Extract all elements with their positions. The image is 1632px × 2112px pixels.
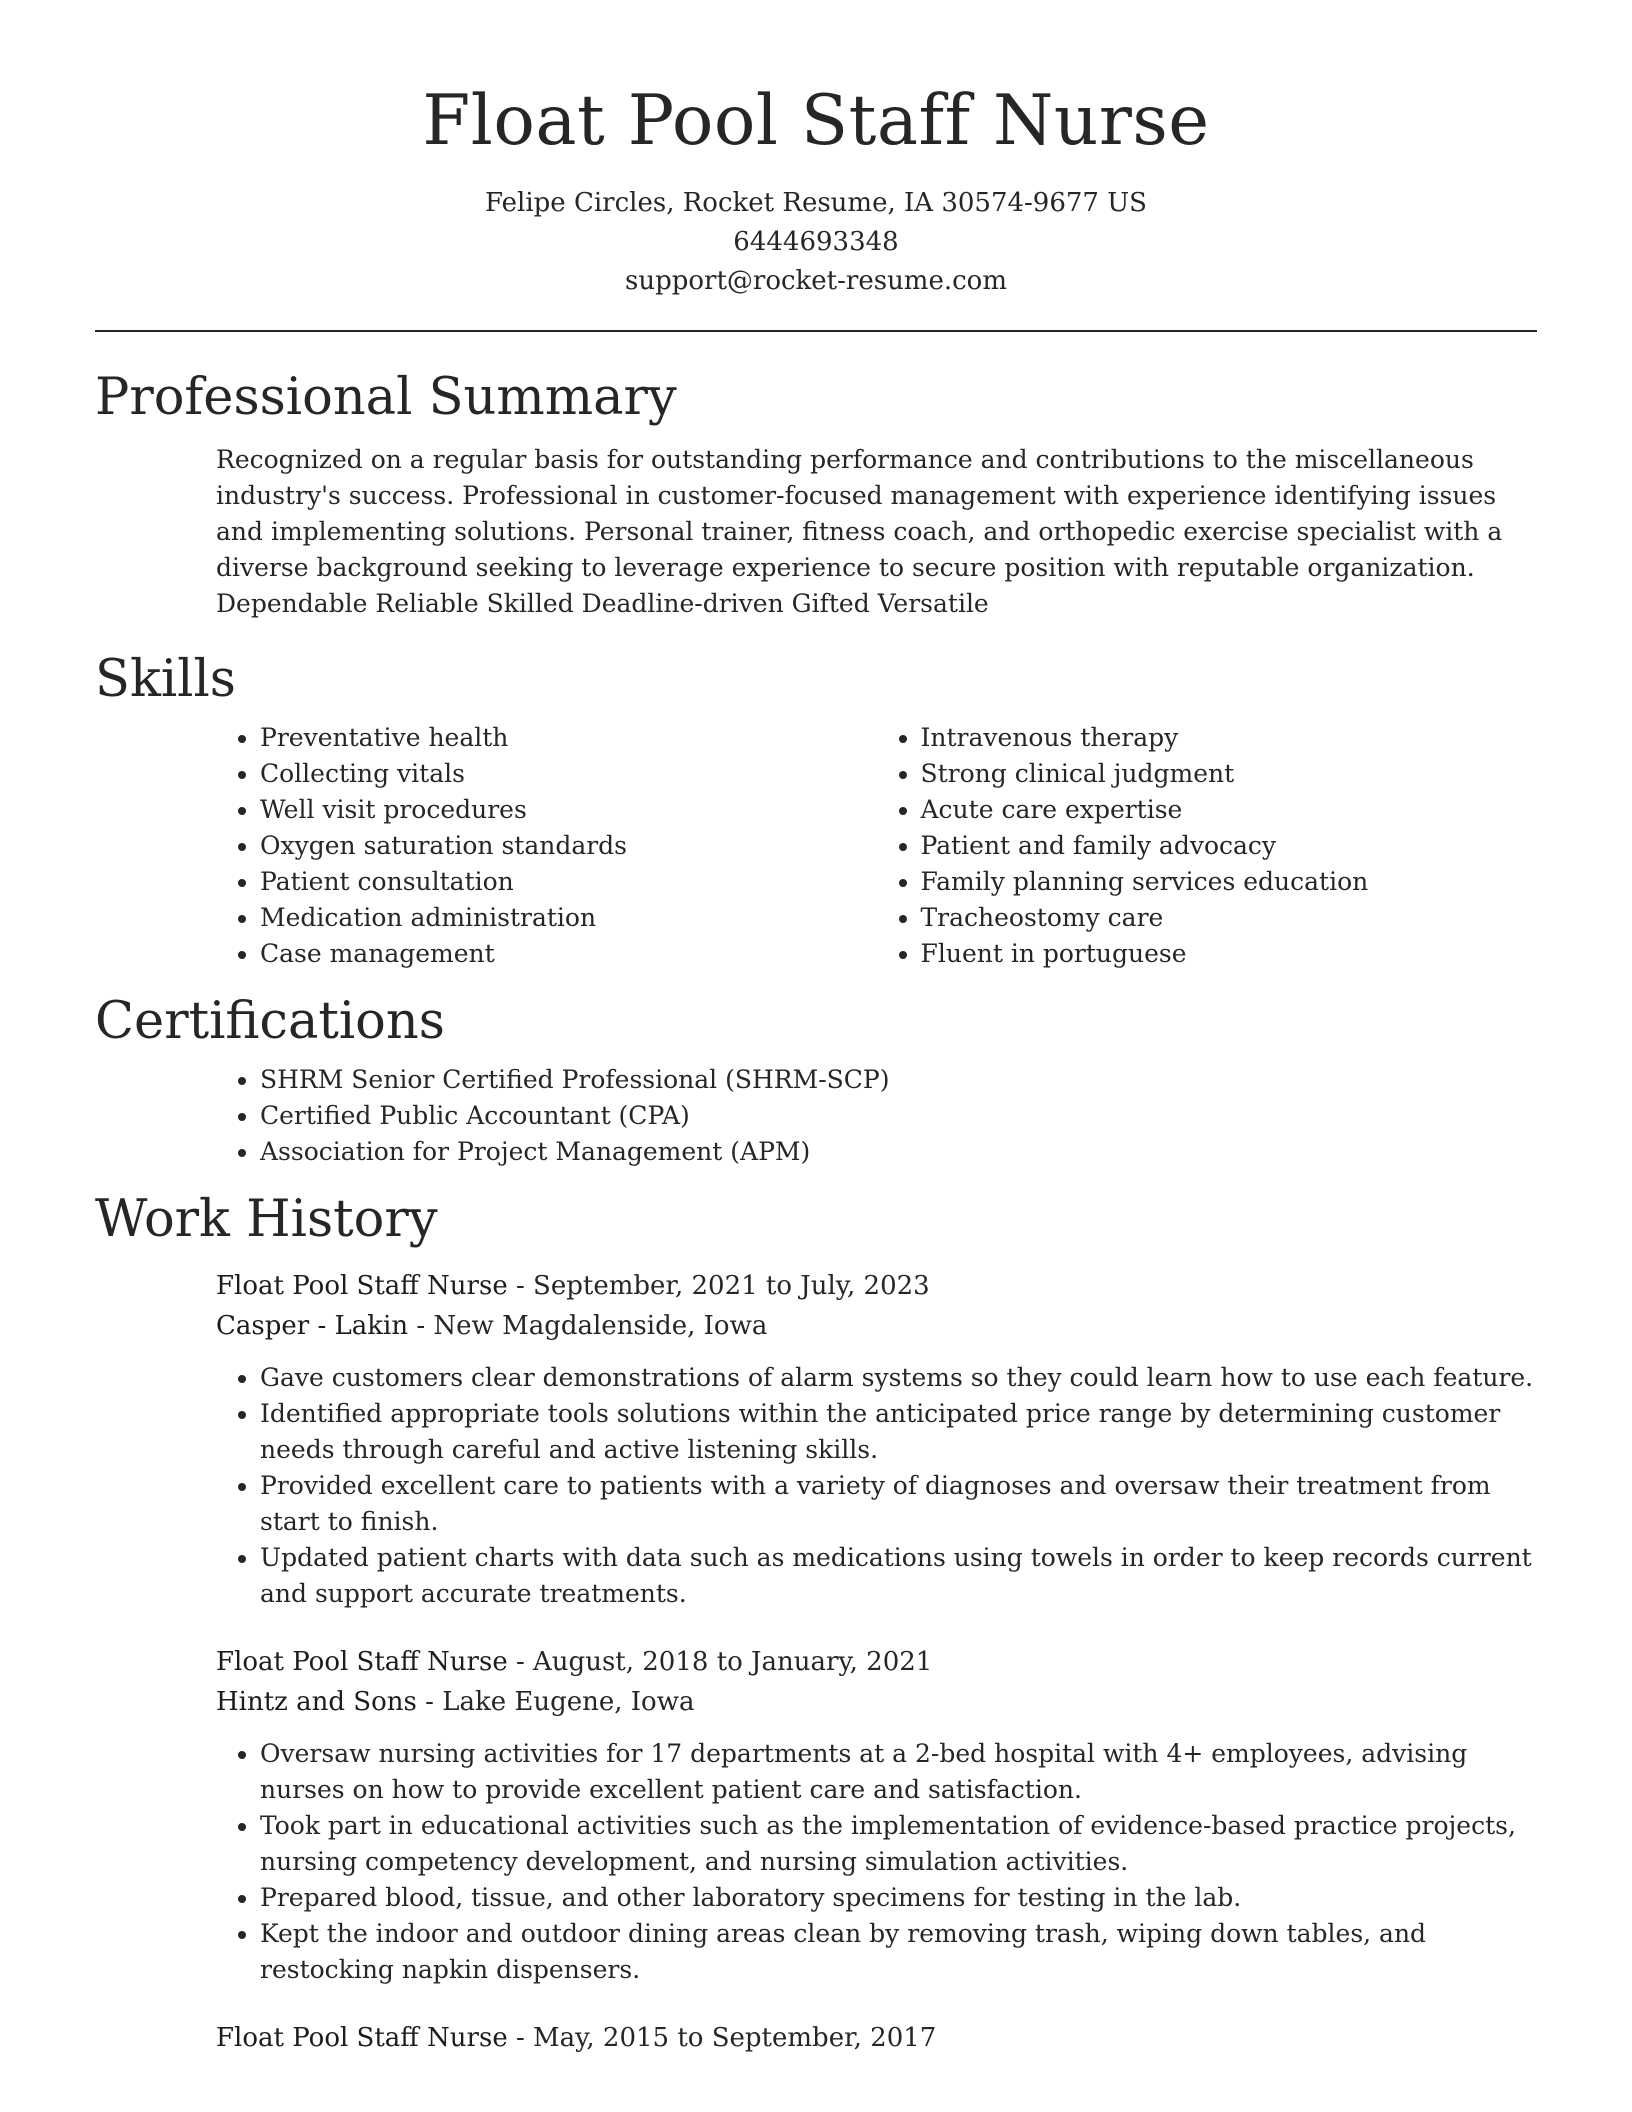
skill-item: • Patient consultation xyxy=(260,864,877,900)
skill-item: • Acute care expertise xyxy=(921,792,1538,828)
skills-heading: Skills xyxy=(95,649,236,709)
certification-item: • Certified Public Accountant (CPA) xyxy=(260,1098,1537,1134)
job-bullet: • Oversaw nursing activities for 17 departments at a 2-bed hospital with 4+ employees, advising nurses on how to provide excellent patient care and satisfaction. xyxy=(260,1736,1537,1808)
resume-header xyxy=(95,0,1537,301)
job-bullet: • Identified appropriate tools solutions within the anticipated price range by determining customer needs through careful and active listening skills. xyxy=(260,1396,1537,1468)
job-dates: August, 2018 to January, 2021 xyxy=(533,1647,933,1678)
certification-item: • Association for Project Management (APM) xyxy=(260,1134,1537,1170)
skill-item: • Family planning services education xyxy=(921,864,1538,900)
skill-item: • Preventative health xyxy=(260,720,877,756)
job-separator: - xyxy=(507,2023,534,2054)
job-company-line xyxy=(216,1306,1537,1346)
certifications-heading: Certifications xyxy=(95,992,445,1052)
job-bullet: • Provided excellent care to patients with a variety of diagnoses and oversaw their treatment from start to finish. xyxy=(260,1468,1537,1540)
job-location: Lake Eugene, Iowa xyxy=(442,1687,695,1718)
skill-item: • Collecting vitals xyxy=(260,756,877,792)
job-bullet: • Kept the indoor and outdoor dining areas clean by removing trash, wiping down tables, and restocking napkin dispensers. xyxy=(260,1916,1537,1988)
contact-phone: 6444693348 xyxy=(733,226,899,257)
job-dates: September, 2021 to July, 2023 xyxy=(533,1271,930,1302)
skill-item: • Oxygen saturation standards xyxy=(260,828,877,864)
job-bullet: • Took part in educational activities such as the implementation of evidence-based practice projects, nursing competency development, and nursing simulation activities. xyxy=(260,1808,1537,1880)
summary-heading: Professional Summary xyxy=(95,367,677,427)
certifications-list xyxy=(216,1062,1537,1170)
skills-section xyxy=(95,649,1537,972)
skill-item: • Patient and family advocacy xyxy=(921,828,1538,864)
work-history-section xyxy=(95,1192,1537,2058)
job-separator: - xyxy=(507,1647,534,1678)
job-bullet: • Prepared blood, tissue, and other laboratory specimens for testing in the lab. xyxy=(260,1880,1537,1916)
skill-item: • Medication administration xyxy=(260,900,877,936)
job-title-line xyxy=(216,1642,1537,1682)
resume-name: Float Pool Staff Nurse xyxy=(422,81,1210,161)
job-bullets xyxy=(216,1360,1537,1612)
certification-item: • SHRM Senior Certified Professional (SHRM-SCP) xyxy=(260,1062,1537,1098)
job-bullet: • Updated patient charts with data such as medications using towels in order to keep records current and support accurate treatments. xyxy=(260,1540,1537,1612)
contact-address: Felipe Circles, Rocket Resume, IA 30574-9677 US xyxy=(485,187,1147,218)
skill-item: • Intravenous therapy xyxy=(921,720,1538,756)
skill-item: • Tracheostomy care xyxy=(921,900,1538,936)
job-company-line xyxy=(216,1682,1537,1722)
job-company: Hintz and Sons xyxy=(216,1687,417,1718)
certifications-section xyxy=(95,994,1537,1170)
job-separator: - xyxy=(416,1687,443,1718)
job-entry xyxy=(95,2018,1537,2058)
job-company: Casper - Lakin xyxy=(216,1311,409,1342)
summary-section xyxy=(95,367,1537,622)
skills-list-right xyxy=(877,720,1538,972)
work-history-heading: Work History xyxy=(95,1190,438,1250)
job-location: New Magdalenside, Iowa xyxy=(433,1311,768,1342)
job-separator: - xyxy=(507,1271,534,1302)
certifications-wrap xyxy=(95,1062,1537,1170)
job-title: Float Pool Staff Nurse xyxy=(216,1647,508,1678)
job-dates: May, 2015 to September, 2017 xyxy=(533,2023,937,2054)
job-bullet: • Gave customers clear demonstrations of alarm systems so they could learn how to use each feature. xyxy=(260,1360,1537,1396)
job-title: Float Pool Staff Nurse xyxy=(216,1271,508,1302)
job-bullets xyxy=(216,1736,1537,1988)
contact-email: support@rocket-resume.com xyxy=(624,265,1007,296)
skills-grid xyxy=(95,720,1537,972)
skill-item: • Fluent in portuguese xyxy=(921,936,1538,972)
job-separator: - xyxy=(408,1311,434,1342)
job-title-line xyxy=(216,1266,1537,1306)
contact-block xyxy=(95,184,1537,301)
job-title-line xyxy=(216,2018,1537,2058)
skill-item: • Well visit procedures xyxy=(260,792,877,828)
job-entry xyxy=(95,1642,1537,1988)
skill-item: • Case management xyxy=(260,936,877,972)
summary-text: Recognized on a regular basis for outstanding performance and contributions to the miscellaneous industry's success. Professional in customer-focused management with experience identifying issues and implementing solutions. Personal trainer, fitness coach, and orthopedic exercise specialist with a diverse background seeking to leverage experience to secure position with reputable organization. Dependable Reliable Skilled Deadline-driven Gifted Versatile xyxy=(216,444,1503,618)
header-divider xyxy=(95,330,1537,332)
skill-item: • Strong clinical judgment xyxy=(921,756,1538,792)
skills-list-left xyxy=(216,720,877,972)
job-title: Float Pool Staff Nurse xyxy=(216,2023,508,2054)
resume-page xyxy=(95,0,1537,2058)
job-entry xyxy=(95,1266,1537,1612)
